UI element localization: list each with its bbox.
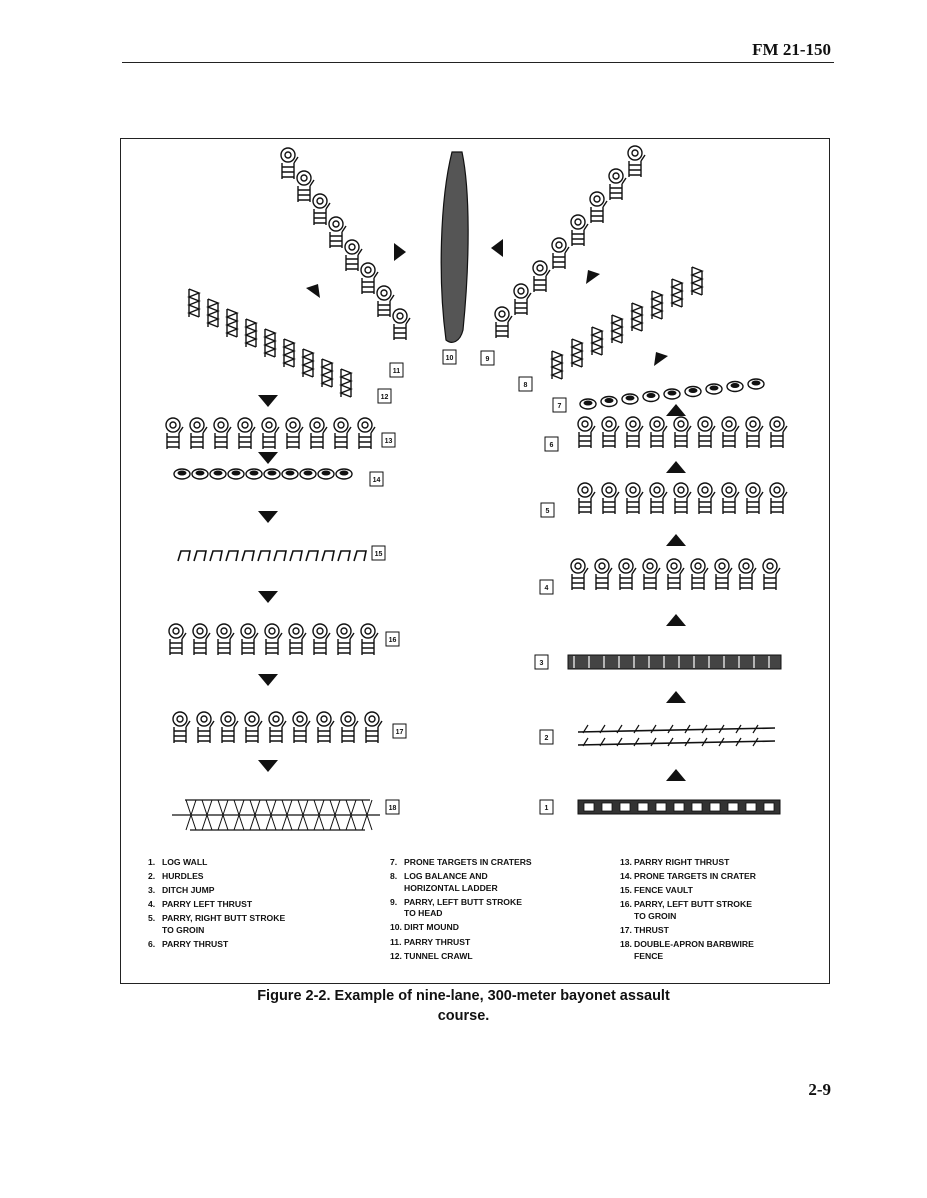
station-number: 7 bbox=[557, 403, 562, 410]
log-wall-segment bbox=[728, 803, 738, 811]
fence-section bbox=[354, 551, 366, 561]
direction-arrow bbox=[666, 614, 686, 626]
fence-section bbox=[338, 551, 350, 561]
target-figure bbox=[595, 559, 612, 590]
hurdle-post bbox=[617, 725, 622, 746]
target-figure bbox=[650, 483, 667, 514]
tunnel-section bbox=[208, 299, 218, 327]
legend-item-number: 17. bbox=[620, 924, 632, 935]
legend-item bbox=[148, 871, 332, 883]
target-figure bbox=[337, 624, 354, 655]
legend-item bbox=[148, 885, 332, 897]
direction-arrow bbox=[666, 769, 686, 781]
target-figure bbox=[221, 712, 238, 743]
ladder-section bbox=[572, 339, 582, 367]
legend-item-label: PARRY THRUST bbox=[404, 936, 471, 947]
crater-target bbox=[643, 392, 659, 402]
target-figure bbox=[722, 483, 739, 514]
target-figure bbox=[393, 309, 410, 340]
legend-item-number: 9. bbox=[390, 896, 398, 907]
target-figure bbox=[578, 417, 595, 448]
ladder-section bbox=[552, 351, 562, 379]
target-figure bbox=[286, 418, 303, 449]
target-figure bbox=[289, 624, 306, 655]
tunnel-section bbox=[189, 289, 199, 317]
direction-arrow bbox=[258, 511, 278, 523]
log-wall-segment bbox=[710, 803, 720, 811]
target-figure bbox=[552, 238, 569, 269]
crater-target bbox=[748, 379, 764, 389]
ladder-section bbox=[592, 327, 602, 355]
target-figure bbox=[262, 418, 279, 449]
tunnel-section bbox=[341, 369, 351, 397]
target-figure bbox=[310, 418, 327, 449]
log-wall-segment bbox=[620, 803, 630, 811]
target-figure bbox=[241, 624, 258, 655]
fence-section bbox=[194, 551, 206, 561]
ladder-section bbox=[672, 279, 682, 307]
legend-item-number: 5. bbox=[148, 913, 156, 924]
log-wall-segment bbox=[656, 803, 666, 811]
target-figure bbox=[770, 417, 787, 448]
target-figure bbox=[770, 483, 787, 514]
legend-item bbox=[620, 925, 804, 937]
legend-item-number: 3. bbox=[148, 885, 156, 896]
legend-item bbox=[620, 885, 804, 897]
target-figure bbox=[746, 417, 763, 448]
legend-item-number: 14. bbox=[620, 871, 632, 882]
legend-item-label: DITCH JUMP bbox=[162, 885, 215, 896]
log-wall-segment bbox=[638, 803, 648, 811]
target-figure bbox=[190, 418, 207, 449]
target-figure bbox=[197, 712, 214, 743]
log-wall-segment bbox=[584, 803, 594, 811]
target-figure bbox=[358, 418, 375, 449]
target-figure bbox=[169, 624, 186, 655]
station-number-box bbox=[545, 437, 558, 451]
station-number: 1 bbox=[544, 805, 549, 812]
tunnel-section bbox=[246, 319, 256, 347]
ladder-section bbox=[612, 315, 622, 343]
fence-section bbox=[258, 551, 270, 561]
direction-arrow bbox=[258, 674, 278, 686]
station-number-box bbox=[519, 377, 532, 391]
station-number-box bbox=[386, 800, 399, 814]
station-number: 9 bbox=[485, 356, 490, 363]
legend-item-label: THRUST bbox=[634, 924, 669, 935]
station-number: 17 bbox=[395, 729, 404, 736]
hurdle-post bbox=[600, 725, 605, 746]
station-number-box bbox=[540, 730, 553, 744]
target-figure bbox=[674, 483, 691, 514]
target-figure bbox=[214, 418, 231, 449]
legend-column-3 bbox=[620, 857, 804, 965]
hurdle-post bbox=[583, 725, 588, 746]
fence-section bbox=[242, 551, 254, 561]
direction-arrow bbox=[306, 284, 320, 298]
crater-target bbox=[192, 469, 208, 479]
legend-column-2 bbox=[390, 857, 574, 965]
target-figure bbox=[514, 284, 531, 315]
target-figure bbox=[628, 146, 645, 177]
station-number: 10 bbox=[445, 355, 454, 362]
fence-section bbox=[322, 551, 334, 561]
crater-target bbox=[300, 469, 316, 479]
crater-target bbox=[685, 387, 701, 397]
legend-item bbox=[620, 857, 804, 869]
target-figure bbox=[602, 483, 619, 514]
target-figure bbox=[193, 624, 210, 655]
direction-arrow bbox=[666, 691, 686, 703]
legend-item-label: PRONE TARGETS IN CRATERS bbox=[404, 857, 532, 867]
direction-arrow bbox=[258, 760, 278, 772]
direction-arrow bbox=[258, 452, 278, 464]
fence-section bbox=[210, 551, 222, 561]
target-figure bbox=[763, 559, 780, 590]
direction-arrow bbox=[586, 270, 600, 284]
tunnel-section bbox=[284, 339, 294, 367]
legend-item bbox=[390, 951, 574, 963]
target-figure bbox=[377, 286, 394, 317]
legend-item-number: 6. bbox=[148, 939, 156, 950]
station-number: 5 bbox=[545, 508, 550, 515]
legend-item-number: 2. bbox=[148, 871, 156, 882]
legend-item-number: 16. bbox=[620, 899, 632, 910]
legend-item-label: LOG WALL bbox=[162, 857, 208, 867]
station-number-box bbox=[535, 655, 548, 669]
target-figure bbox=[619, 559, 636, 590]
tunnel-section bbox=[322, 359, 332, 387]
station-number-box bbox=[390, 363, 403, 377]
legend-item-number: 15. bbox=[620, 885, 632, 896]
station-number-box bbox=[378, 389, 391, 403]
target-figure bbox=[334, 418, 351, 449]
target-figure bbox=[739, 559, 756, 590]
station-number-box bbox=[386, 632, 399, 646]
station-number: 14 bbox=[372, 477, 381, 484]
station-number: 18 bbox=[388, 805, 397, 812]
station-number-box bbox=[540, 580, 553, 594]
crater-target bbox=[210, 469, 226, 479]
legend-item-label: FENCE VAULT bbox=[634, 885, 693, 896]
page-number: 2-9 bbox=[808, 1080, 831, 1099]
legend-item bbox=[390, 937, 574, 949]
target-figure bbox=[691, 559, 708, 590]
crater-target bbox=[580, 399, 596, 409]
target-figure bbox=[281, 148, 298, 179]
target-figure bbox=[173, 712, 190, 743]
target-figure bbox=[495, 307, 512, 338]
target-figure bbox=[715, 559, 732, 590]
crater-target bbox=[318, 469, 334, 479]
legend-item-label: PARRY, LEFT BUTT STROKE TO HEAD bbox=[404, 896, 522, 919]
legend-item-number: 7. bbox=[390, 857, 398, 867]
hurdle-post bbox=[634, 725, 639, 746]
crater-target bbox=[727, 382, 743, 392]
direction-arrow bbox=[666, 404, 686, 416]
legend-item bbox=[148, 857, 332, 869]
target-figure bbox=[590, 192, 607, 223]
target-figure bbox=[245, 712, 262, 743]
legend-item-label: LOG BALANCE AND HORIZONTAL LADDER bbox=[404, 871, 498, 893]
target-figure bbox=[329, 217, 346, 248]
direction-arrow bbox=[258, 591, 278, 603]
legend-item-label: PARRY, RIGHT BUTT STROKE TO GROIN bbox=[162, 913, 286, 935]
station-number-box bbox=[553, 398, 566, 412]
dirt-mound bbox=[441, 152, 468, 342]
crater-target bbox=[228, 469, 244, 479]
direction-arrow bbox=[666, 461, 686, 473]
crater-target bbox=[664, 389, 680, 399]
tunnel-section bbox=[303, 349, 313, 377]
target-figure bbox=[722, 417, 739, 448]
hurdles bbox=[578, 728, 775, 745]
station-number: 8 bbox=[523, 382, 528, 389]
ladder-section bbox=[652, 291, 662, 319]
station-number: 6 bbox=[549, 442, 554, 449]
target-figure bbox=[571, 559, 588, 590]
log-wall-segment bbox=[764, 803, 774, 811]
station-number-box bbox=[382, 433, 395, 447]
target-figure bbox=[217, 624, 234, 655]
legend-item bbox=[148, 899, 332, 911]
legend-item bbox=[148, 913, 332, 936]
legend-item bbox=[390, 922, 574, 934]
station-number-box bbox=[541, 503, 554, 517]
target-figure bbox=[698, 483, 715, 514]
document-id: FM 21-150 bbox=[752, 40, 831, 59]
legend-item-label: DOUBLE-APRON BARBWIRE FENCE bbox=[634, 939, 754, 961]
legend-item-number: 11. bbox=[390, 936, 402, 947]
target-figure bbox=[341, 712, 358, 743]
crater-target bbox=[706, 384, 722, 394]
legend-item-number: 8. bbox=[390, 871, 398, 882]
station-number: 15 bbox=[374, 551, 383, 558]
legend-item-number: 10. bbox=[390, 922, 402, 933]
target-figure bbox=[609, 169, 626, 200]
station-number-box bbox=[443, 350, 456, 364]
fence-section bbox=[306, 551, 318, 561]
fence-section bbox=[274, 551, 286, 561]
station-number-box bbox=[370, 472, 383, 486]
target-figure bbox=[313, 194, 330, 225]
legend-item bbox=[620, 899, 804, 922]
station-number: 11 bbox=[392, 368, 401, 375]
ladder-section bbox=[692, 267, 702, 295]
ditch bbox=[568, 655, 781, 669]
legend-item bbox=[390, 897, 574, 920]
target-figure bbox=[166, 418, 183, 449]
station-number: 3 bbox=[539, 660, 544, 667]
direction-arrow bbox=[654, 352, 668, 366]
legend-column-1 bbox=[148, 857, 332, 953]
direction-arrow bbox=[258, 395, 278, 407]
crater-target bbox=[601, 397, 617, 407]
station-number: 16 bbox=[388, 637, 397, 644]
direction-arrow bbox=[491, 239, 503, 257]
tunnel-section bbox=[265, 329, 275, 357]
target-figure bbox=[746, 483, 763, 514]
target-figure bbox=[626, 483, 643, 514]
legend-item-number: 1. bbox=[148, 857, 156, 867]
target-figure bbox=[602, 417, 619, 448]
station-number-box bbox=[393, 724, 406, 738]
legend-item-label: PRONE TARGETS IN CRATER bbox=[634, 871, 756, 882]
target-figure bbox=[674, 417, 691, 448]
target-figure bbox=[571, 215, 588, 246]
legend-item bbox=[148, 939, 332, 951]
station-number-box bbox=[372, 546, 385, 560]
ladder-section bbox=[632, 303, 642, 331]
target-figure bbox=[361, 263, 378, 294]
crater-target bbox=[264, 469, 280, 479]
target-figure bbox=[317, 712, 334, 743]
crater-target bbox=[174, 469, 190, 479]
target-figure bbox=[626, 417, 643, 448]
log-wall-segment bbox=[692, 803, 702, 811]
fence-section bbox=[178, 551, 190, 561]
legend-item-label: PARRY, LEFT BUTT STROKE TO GROIN bbox=[634, 899, 752, 921]
target-figure bbox=[533, 261, 550, 292]
legend-item-label: HURDLES bbox=[162, 871, 204, 882]
log-wall-segment bbox=[746, 803, 756, 811]
target-figure bbox=[361, 624, 378, 655]
legend-item-number: 12. bbox=[390, 950, 402, 961]
legend-item-label: DIRT MOUND bbox=[404, 922, 459, 933]
target-figure bbox=[265, 624, 282, 655]
target-figure bbox=[650, 417, 667, 448]
target-figure bbox=[297, 171, 314, 202]
target-figure bbox=[578, 483, 595, 514]
legend-item bbox=[390, 871, 574, 894]
target-figure bbox=[293, 712, 310, 743]
fence-section bbox=[226, 551, 238, 561]
target-figure bbox=[238, 418, 255, 449]
legend-item-label: TUNNEL CRAWL bbox=[404, 950, 473, 961]
target-figure bbox=[313, 624, 330, 655]
legend-item-label: PARRY THRUST bbox=[162, 939, 229, 950]
legend-item bbox=[390, 857, 574, 869]
legend-item-number: 18. bbox=[620, 939, 632, 950]
crater-target bbox=[336, 469, 352, 479]
legend-item-label: PARRY RIGHT THRUST bbox=[634, 857, 730, 867]
legend-item-number: 4. bbox=[148, 899, 156, 910]
legend-item bbox=[620, 871, 804, 883]
legend-item-number: 13. bbox=[620, 857, 632, 867]
target-figure bbox=[643, 559, 660, 590]
tunnel-section bbox=[227, 309, 237, 337]
station-number: 2 bbox=[544, 735, 549, 742]
direction-arrow bbox=[666, 534, 686, 546]
target-figure bbox=[269, 712, 286, 743]
crater-target bbox=[282, 469, 298, 479]
station-number: 4 bbox=[544, 585, 549, 592]
station-number: 12 bbox=[380, 394, 389, 401]
log-wall-segment bbox=[602, 803, 612, 811]
fence-section bbox=[290, 551, 302, 561]
station-number-box bbox=[540, 800, 553, 814]
figure-caption: Figure 2-2. Example of nine-lane, 300-meter bayonet assault course. bbox=[257, 988, 670, 1024]
direction-arrow bbox=[394, 243, 406, 261]
target-figure bbox=[345, 240, 362, 271]
target-figure bbox=[365, 712, 382, 743]
crater-target bbox=[622, 394, 638, 404]
target-figure bbox=[667, 559, 684, 590]
station-number: 13 bbox=[384, 438, 393, 445]
station-number-box bbox=[481, 351, 494, 365]
legend-item-label: PARRY LEFT THRUST bbox=[162, 899, 253, 910]
log-wall-segment bbox=[674, 803, 684, 811]
crater-target bbox=[246, 469, 262, 479]
legend-item bbox=[620, 939, 804, 962]
target-figure bbox=[698, 417, 715, 448]
